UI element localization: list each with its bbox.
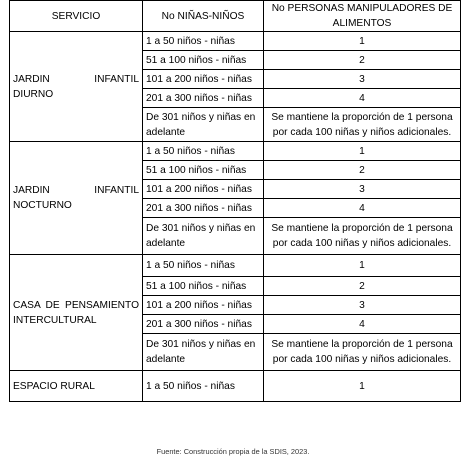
range-cell: De 301 niños y niñas en adelante <box>143 218 264 255</box>
count-cell: 3 <box>264 70 461 89</box>
range-cell: 101 a 200 niños - niñas <box>143 180 264 199</box>
count-cell: 1 <box>264 142 461 161</box>
header-servicio: SERVICIO <box>10 1 143 32</box>
source-caption: Fuente: Construcción propia de la SDIS, 2023. <box>156 447 310 456</box>
service-name-casa-pensamiento <box>10 255 143 371</box>
service-name-line2: DIURNO <box>13 88 54 100</box>
count-cell: 4 <box>264 89 461 108</box>
header-ninos: No NIÑAS-NIÑOS <box>143 1 264 32</box>
staffing-table <box>9 0 461 402</box>
count-cell: 3 <box>264 296 461 315</box>
service-name-line1: JARDIN INFANTIL <box>13 185 139 196</box>
count-cell: Se mantiene la proporción de 1 persona por cada 100 niñas y niños adicionales. <box>264 334 461 371</box>
service-name-line2: INTERCULTURAL <box>13 314 97 326</box>
table-row <box>10 255 461 277</box>
count-cell: 4 <box>264 199 461 218</box>
service-name-espacio-rural <box>10 371 143 402</box>
table-row <box>10 142 461 161</box>
range-cell: 51 a 100 niños - niñas <box>143 161 264 180</box>
header-row <box>10 1 461 32</box>
range-cell: 1 a 50 niños - niñas <box>143 371 264 402</box>
count-cell: 3 <box>264 180 461 199</box>
range-cell: 101 a 200 niños - niñas <box>143 296 264 315</box>
count-cell: 1 <box>264 32 461 51</box>
service-name-line1: JARDIN INFANTIL <box>13 73 139 85</box>
service-name-jardin-diurno <box>10 32 143 142</box>
range-cell: 201 a 300 niños - niñas <box>143 315 264 334</box>
range-cell: De 301 niños y niñas en adelante <box>143 108 264 142</box>
count-cell: 4 <box>264 315 461 334</box>
range-cell: 1 a 50 niños - niñas <box>143 255 264 277</box>
count-cell: 2 <box>264 51 461 70</box>
count-cell: 1 <box>264 255 461 277</box>
service-name-line1: ESPACIO RURAL <box>13 380 95 392</box>
table-row <box>10 32 461 51</box>
service-name-line2: NOCTURNO <box>13 200 72 211</box>
range-cell: 201 a 300 niños - niñas <box>143 199 264 218</box>
range-cell: 1 a 50 niños - niñas <box>143 32 264 51</box>
range-cell: 201 a 300 niños - niñas <box>143 89 264 108</box>
count-cell: 1 <box>264 371 461 402</box>
range-cell: De 301 niños y niñas en adelante <box>143 334 264 371</box>
range-cell: 1 a 50 niños - niñas <box>143 142 264 161</box>
header-personas: No PERSONAS MANIPULADORES DE ALIMENTOS <box>264 1 461 32</box>
count-cell: 2 <box>264 161 461 180</box>
table-row <box>10 371 461 402</box>
service-name-jardin-nocturno <box>10 142 143 255</box>
range-cell: 51 a 100 niños - niñas <box>143 277 264 296</box>
count-cell: 2 <box>264 277 461 296</box>
range-cell: 51 a 100 niños - niñas <box>143 51 264 70</box>
service-name-line1: CASA DE PENSAMIENTO <box>13 299 139 311</box>
range-cell: 101 a 200 niños - niñas <box>143 70 264 89</box>
count-cell: Se mantiene la proporción de 1 persona por cada 100 niñas y niños adicionales. <box>264 218 461 255</box>
count-cell: Se mantiene la proporción de 1 persona por cada 100 niñas y niños adicionales. <box>264 108 461 142</box>
